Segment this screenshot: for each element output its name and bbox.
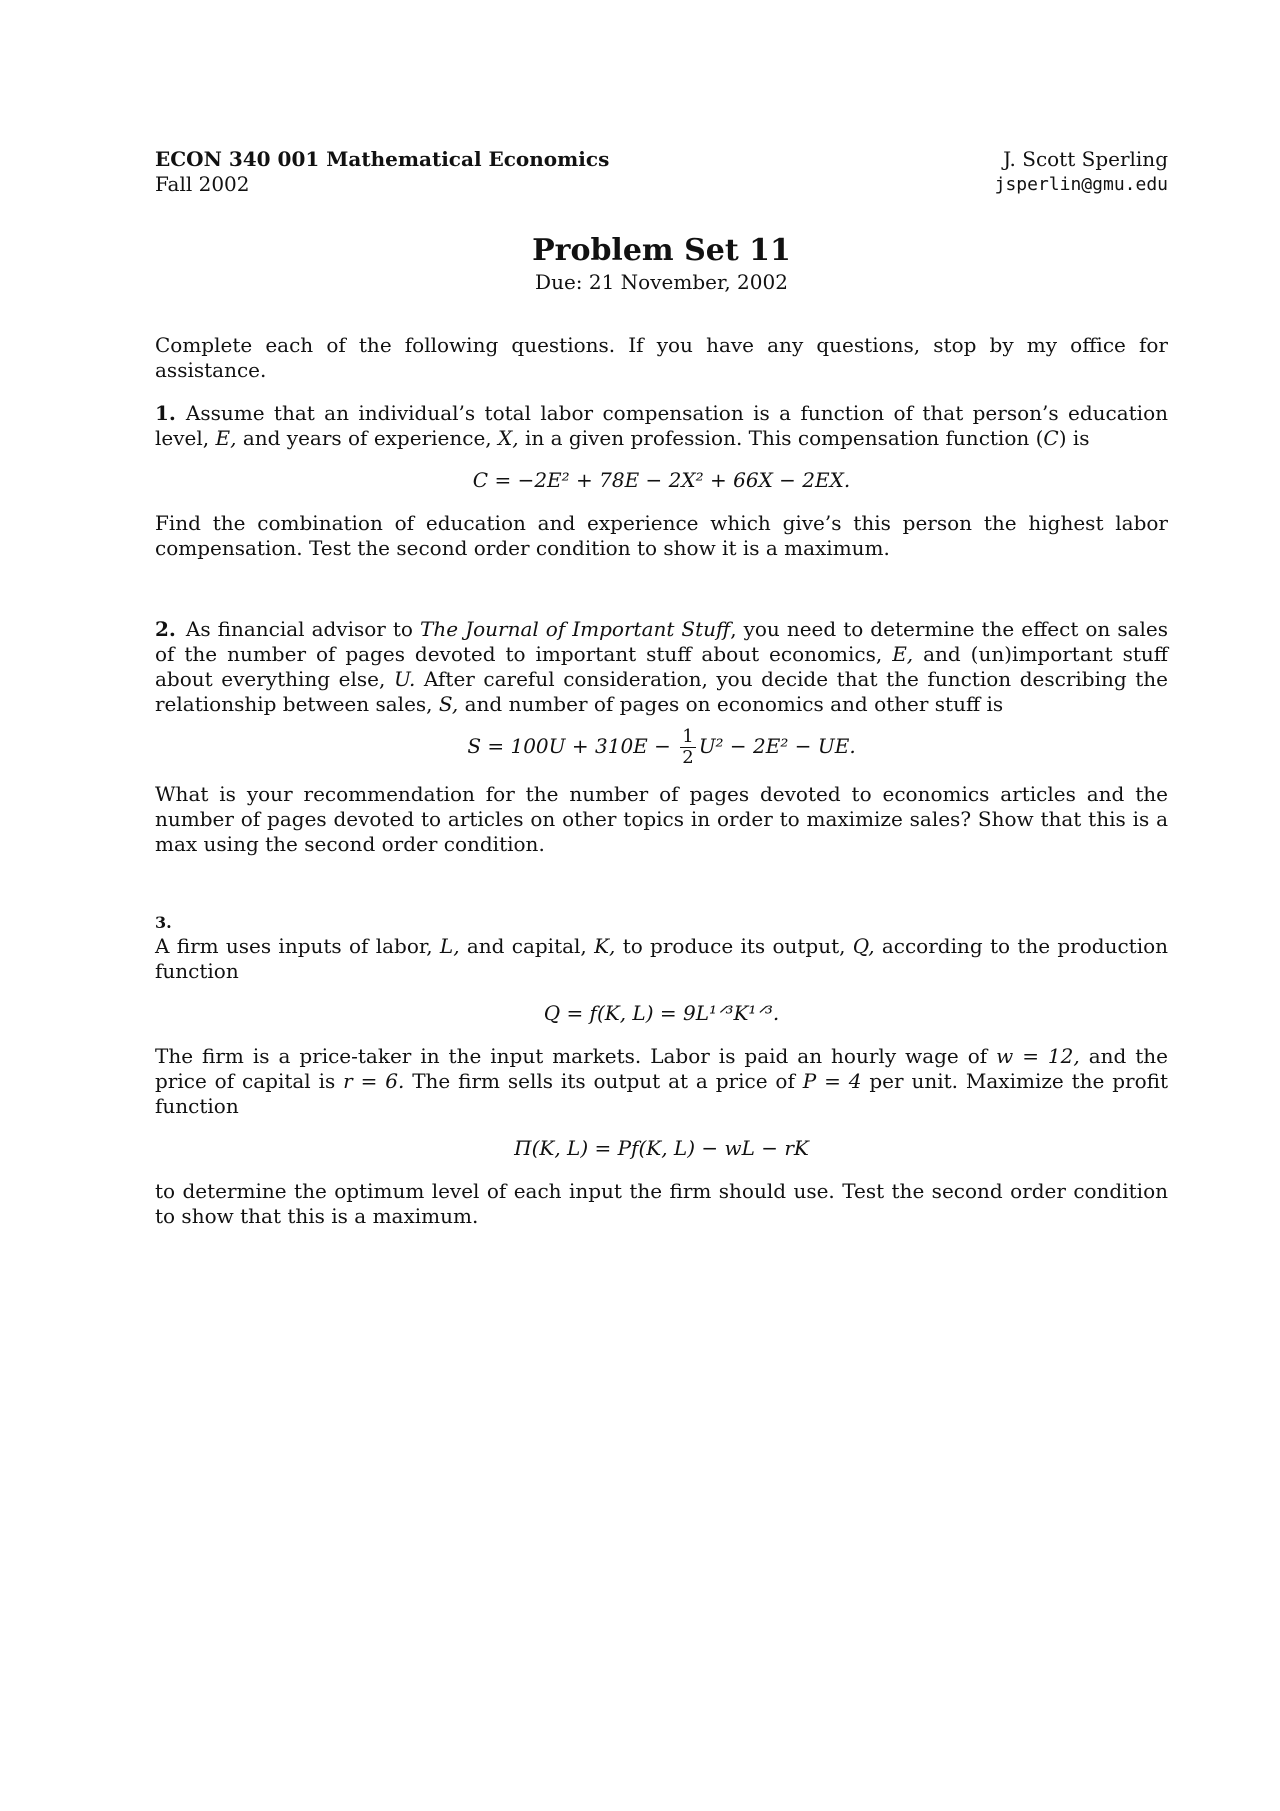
production-equation-text: Q = f(K, L) = 9L¹ᐟ³K¹ᐟ³.	[543, 1001, 780, 1025]
title-block	[155, 233, 1168, 295]
author-email[interactable]: jsperlin@gmu.edu	[994, 174, 1168, 195]
compensation-equation-text: C = −2E² + 78E − 2X² + 66X − 2EX.	[472, 468, 851, 492]
question-3-prices	[155, 1044, 1168, 1119]
var-x: X,	[498, 426, 519, 450]
intro-paragraph: Complete each of the following questions. If you have any questions, stop by my office for assistance.	[155, 333, 1168, 382]
q3-text-a: A firm uses inputs of labor,	[155, 934, 433, 958]
var-l: L,	[439, 934, 460, 958]
header-right	[995, 147, 1168, 197]
q2-text-b: , you need to determine the effect on sales of the number of pages devoted to important stuff about economics,	[155, 617, 1169, 666]
capital-price-value: r = 6.	[343, 1069, 405, 1093]
question-3	[155, 913, 1168, 1229]
var-e: E,	[215, 426, 237, 450]
question-1	[155, 401, 1168, 561]
profit-equation-text: Π(K, L) = Pf(K, L) − wL − rK	[514, 1136, 809, 1160]
course-title: ECON 340 001 Mathematical Economics	[155, 147, 610, 171]
header-left	[155, 147, 609, 197]
page-title: Problem Set 11	[532, 233, 791, 268]
q3-text-b: and capital,	[466, 934, 587, 958]
var-s: S,	[438, 692, 459, 716]
q3-text-g: The firm sells its output at a price of	[412, 1069, 795, 1093]
question-2-text	[155, 617, 1168, 717]
var-q: Q,	[852, 934, 875, 958]
question-1-followup: Find the combination of education and experience which give’s this person the highest labor compensation. Test the second order condition to show it is a maximum.	[155, 511, 1168, 560]
fraction-numerator: 1	[682, 726, 694, 747]
wage-value: w = 12,	[996, 1044, 1080, 1068]
q3-text-f: and the price of capital is	[155, 1044, 1169, 1093]
equation-profit	[155, 1135, 1168, 1161]
var-c: C	[1043, 426, 1059, 450]
q2-text-e: and number of pages on economics and other stuff is	[464, 692, 1004, 716]
var-e-econ: E,	[892, 642, 914, 666]
question-1-text	[155, 401, 1168, 451]
author-name: J. Scott Sperling	[1003, 147, 1168, 171]
question-3-text	[155, 934, 1168, 984]
q2-text-c: and (un)important stuff about everything else,	[155, 642, 1169, 691]
q2-text-a: As financial advisor to	[185, 617, 413, 641]
var-k: K,	[594, 934, 616, 958]
question-2	[155, 617, 1168, 857]
question-3-followup: to determine the optimum level of each input the firm should use. Test the second order condition to show that this is a maximum.	[155, 1179, 1168, 1228]
q3-text-h: per unit. Maximize the profit function	[155, 1069, 1169, 1118]
equation-compensation	[155, 467, 1168, 493]
var-u: U.	[393, 667, 416, 691]
due-date: Due: 21 November, 2002	[535, 270, 788, 294]
header	[155, 147, 1168, 197]
q3-text-e: The firm is a price-taker in the input markets. Labor is paid an hourly wage of	[155, 1044, 988, 1068]
q1-text-c: in a given profession. This compensation function (	[524, 426, 1044, 450]
journal-title: The Journal of Important Stuff	[420, 617, 731, 641]
q1-text-a: Assume that an individual’s total labor compensation is a function of that person’s education level,	[155, 401, 1168, 450]
q2-text-d: After careful consideration, you decide that the function describing the relationship between sales,	[155, 667, 1168, 716]
term: Fall 2002	[155, 172, 250, 196]
q1-text-d: ) is	[1058, 426, 1090, 450]
equation-sales	[155, 727, 1168, 768]
question-2-followup: What is your recommendation for the number of pages devoted to economics articles and the number of pages devoted to articles on other topics in order to maximize sales? Show that this is a max using the second order condition.	[155, 782, 1168, 856]
sales-equation-right: U² − 2E² − UE.	[698, 734, 856, 758]
q1-text-b: and years of experience,	[242, 426, 492, 450]
fraction-denominator: 2	[682, 747, 694, 768]
question-2-number: 2.	[155, 617, 176, 641]
q3-text-c: to produce its output,	[622, 934, 846, 958]
question-3-number: 3.	[155, 913, 172, 932]
sales-equation-left: S = 100U + 310E −	[467, 734, 671, 758]
q3-text-d: according to the production function	[155, 934, 1169, 983]
page	[155, 147, 1168, 1229]
fraction-one-half	[680, 727, 695, 768]
question-1-number: 1.	[155, 401, 176, 425]
output-price-value: P = 4	[802, 1069, 862, 1093]
equation-production	[155, 1000, 1168, 1026]
